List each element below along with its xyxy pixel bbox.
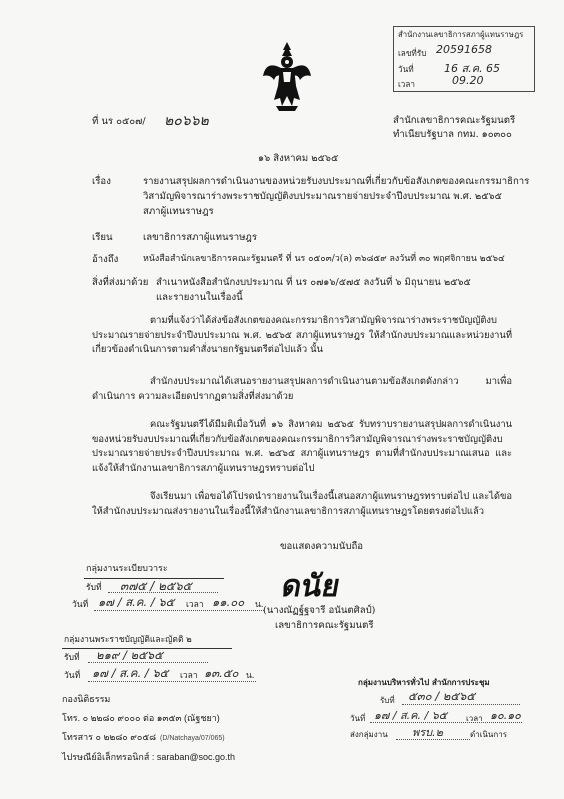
reference-text: หนังสือสำนักเลขาธิการคณะรัฐมนตรี ที่ นร ๐๕๐๓/ว(ล) ๓๖๘๕๙ ลงวันที่ ๓๐ พฤศจิกายน ๒๕๖๔ (143, 254, 505, 264)
subject-label: เรื่อง (92, 176, 111, 187)
stamp-c-time: ๑๐.๑๐ (490, 709, 521, 722)
enclosure-line-1: สำเนาหนังสือสำนักงบประมาณ ที่ นร ๐๗๑๖/๕๗๕ ลงวันที่ ๖ มิถุนายน ๒๕๖๕ (156, 277, 471, 288)
office-address: ทำเนียบรัฐบาล กทม. ๑๐๓๐๐ (393, 129, 512, 140)
subject-line-2: วิสามัญพิจารณาร่างพระราชบัญญัติงบประมาณรายจ่ายประจำปีงบประมาณ พ.ศ. ๒๕๖๕ (143, 191, 502, 202)
registration-stamp (393, 26, 535, 92)
stamp-b-time: ๑๓.๕๐ (204, 666, 239, 680)
stamp-c-number-label: รับที่ (380, 696, 395, 705)
signatory-name: (นางณัฏฐ์ฐจารี อนันตศิลป์) (263, 605, 376, 616)
reg-stamp-number: 20591658 (436, 43, 492, 56)
stamp-b-number-label: รับที่ (64, 653, 80, 663)
signature-mark: ดนัย (278, 569, 343, 604)
stamp-c-number: ๕๓๐ / ๒๕๖๕ (408, 689, 476, 703)
body-paragraph-3: คณะรัฐมนตรีได้มีมติเมื่อวันที่ ๑๖ สิงหาคม ๒๕๖๕ รับทราบรายงานสรุปผลการดำเนินงานของหน่วยรับงบประมาณที่เกี่ยวกับข้อสังเกตของคณะกรรมาธิการวิสามัญพิจารณาร่างพระราชบัญญัติงบประมาณรายจ่ายประจำปีงบประมาณ พ.ศ. ๒๕๖๕ สภาผู้แทนราษฎร ตามที่สำนักงบประมาณเสนอ และแจ้งให้สำนักงานเลขาธิการสภาผู้แทนราษฎรทราบต่อไป (92, 419, 512, 474)
reference-number-handwritten: ๒๐๖๖๒ (164, 113, 209, 129)
stamp-a-date: ๑๗ / ส.ค. / ๖๕ (98, 595, 175, 609)
stamp-a-number-label: รับที่ (86, 583, 102, 593)
body-paragraph-1: ตามที่แจ้งว่าได้ส่งข้อสังเกตของคณะกรรมาธิการวิสามัญพิจารณาร่างพระราชบัญญัติงบประมาณรายจ่ายประจำปีงบประมาณ พ.ศ. ๒๕๖๕ สภาผู้แทนราษฎร ให้สำนักงบประมาณและหน่วยงานที่เกี่ยวข้องดำเนินการตามคำสั่งนายกรัฐมนตรีต่อไปแล้ว นั้น (92, 315, 512, 355)
stamp-a-time: ๑๑.๐๐ (212, 595, 245, 609)
stamp-a-title: กลุ่มงานระเบียบวาระ (86, 564, 168, 574)
reg-stamp-time-label: เวลา (398, 79, 416, 89)
reg-stamp-number-label: เลขที่รับ (398, 48, 427, 58)
signatory-position: เลขาธิการคณะรัฐมนตรี (275, 620, 374, 631)
stamp-c-time-label: เวลา (466, 714, 483, 723)
stamp-a-time-unit: น. (255, 600, 264, 610)
stamp-b-date-label: วันที่ (64, 671, 81, 681)
stamp-b-date: ๑๗ / ส.ค. / ๖๕ (92, 666, 169, 680)
stamp-b-number: ๒๑๙ / ๒๕๖๕ (96, 648, 163, 662)
stamp-b-time-unit: น. (246, 671, 255, 681)
enclosure-label: สิ่งที่ส่งมาด้วย (92, 277, 149, 288)
stamp-c-date: ๑๗ / ส.ค. / ๖๕ (374, 709, 448, 722)
stamp-b-time-label: เวลา (180, 671, 198, 681)
subject-line-1: รายงานสรุปผลการดำเนินงานของหน่วยรับงบประมาณที่เกี่ยวกับข้อสังเกตของคณะกรรมาธิการ (143, 176, 530, 187)
stamp-c-date-label: วันที่ (350, 714, 366, 723)
stamp-a-number: ๓๗๕ / ๒๕๖๕ (120, 579, 192, 593)
footer-fax-reference: (D/Natchaya/07/065) (160, 735, 225, 742)
body-paragraph-2: สำนักงบประมาณได้เสนอรายงานสรุปผลการดำเนินงานตามข้อสังเกตดังกล่าว มาเพื่อดำเนินการ ความละเอียดปรากฏตามสิ่งที่ส่งมาด้วย (92, 376, 512, 402)
garuda-emblem-icon (262, 40, 312, 112)
stamp-a-time-label: เวลา (186, 600, 204, 610)
footer-email[interactable]: ไปรษณีย์อิเล็กทรอนิกส์ : saraban@soc.go.th (62, 752, 236, 762)
stamp-a-date-label: วันที่ (72, 600, 89, 610)
subject-line-3: สภาผู้แทนราษฎร (143, 206, 214, 217)
reg-stamp-time: 09.20 (452, 74, 484, 87)
enclosure-line-2: และรายงานในเรื่องนี้ (156, 292, 243, 303)
letter-date: ๑๖ สิงหาคม ๒๕๖๕ (258, 153, 339, 164)
footer-fax: โทรสาร ๐ ๒๒๘๐ ๙๐๕๘ (62, 732, 157, 742)
closing-regards: ขอแสดงความนับถือ (280, 541, 364, 552)
footer-telephone: โทร. ๐ ๒๒๘๐ ๙๐๐๐ ต่อ ๑๓๕๓ (ณัฐชยา) (62, 713, 220, 723)
stamp-b-title: กลุ่มงานพระราชบัญญัติและญัตติ ๒ (64, 635, 192, 645)
stamp-c-title: กลุ่มงานบริหารทั่วไป สำนักการประชุม (358, 678, 490, 687)
office-name: สำนักเลขาธิการคณะรัฐมนตรี (393, 115, 516, 126)
reg-stamp-date-label: วันที่ (398, 64, 414, 74)
body-paragraph-4: จึงเรียนมา เพื่อขอได้โปรดนำรายงานในเรื่องนี้เสนอสภาผู้แทนราษฎรทราบต่อไป และได้ขอให้สำนักงบประมาณส่งรายงานในเรื่องนี้ให้สำนักงานเลขาธิการสภาผู้แทนราษฎรโดยตรงต่อไปแล้ว (92, 491, 512, 517)
stamp-c-group-label: ส่งกลุ่มงาน (350, 730, 388, 739)
reference-label: อ้างถึง (92, 254, 119, 265)
reference-number: ที่ นร ๐๕๐๗/ (92, 116, 146, 127)
reg-stamp-date: 16 ส.ค. 65 (444, 62, 501, 75)
stamp-c-action-label: ดำเนินการ (470, 730, 507, 739)
salutation-recipient: เลขาธิการสภาผู้แทนราษฎร (143, 232, 258, 243)
stamp-c-group: พรบ.๒ (412, 726, 443, 739)
footer-division: กองนิติธรรม (62, 694, 111, 704)
reg-stamp-office: สำนักงานเลขาธิการสภาผู้แทนราษฎร (398, 30, 524, 39)
salutation-label: เรียน (92, 232, 113, 243)
